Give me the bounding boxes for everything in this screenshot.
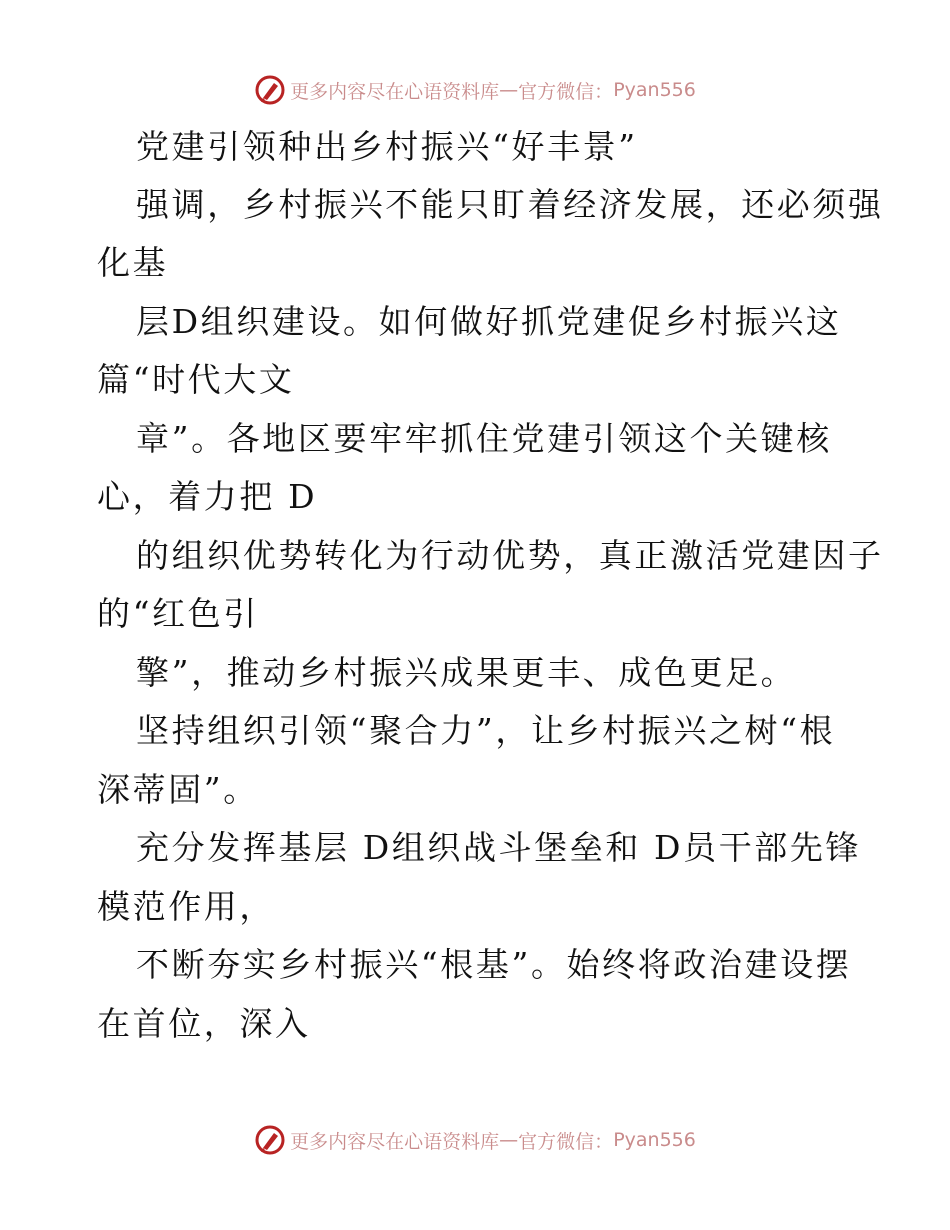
pen-logo-icon <box>254 74 286 106</box>
body-line: 坚持组织引领“聚合力”，让乡村振兴之树“根 <box>136 711 836 750</box>
body-line: 强调，乡村振兴不能只盯着经济发展，还必须强 <box>136 185 884 224</box>
footer-banner-dash: — <box>499 1129 519 1151</box>
body-line: 层D组织建设。如何做好抓党建促乡村振兴这 <box>136 302 842 341</box>
body-line: 不断夯实乡村振兴“根基”。始终将政治建设摆 <box>136 945 852 984</box>
body-line: 模范作用， <box>97 887 275 926</box>
header-banner-text: 更多内容尽在心语资料库 <box>290 80 500 103</box>
body-line: 的组织优势转化为行动优势，真正激活党建因子 <box>136 536 884 575</box>
body-line: 擎”，推动乡村振兴成果更丰、成色更足。 <box>136 653 797 692</box>
pen-logo-icon <box>254 1124 286 1156</box>
body-line: 篇“时代大文 <box>97 360 295 399</box>
body-line: 化基 <box>97 243 169 282</box>
header-banner-dash: — <box>499 79 519 101</box>
footer-banner <box>0 1120 950 1160</box>
body-line: 心，着力把 D <box>97 477 318 516</box>
header-banner <box>0 70 950 110</box>
body-line: 的“红色引 <box>97 594 259 633</box>
body-line: 在首位，深入 <box>97 1004 311 1043</box>
header-wechat-id: Pyan556 <box>613 79 696 101</box>
footer-banner-text: 更多内容尽在心语资料库 <box>290 1130 500 1153</box>
footer-wechat-label: 官方微信： <box>518 1130 614 1153</box>
footer-wechat-id: Pyan556 <box>613 1129 696 1151</box>
body-line: 党建引领种出乡村振兴“好丰景” <box>136 127 638 166</box>
body-line: 章”。各地区要牢牢抓住党建引领这个关键核 <box>136 419 832 458</box>
header-wechat-label: 官方微信： <box>518 80 614 103</box>
body-line: 充分发挥基层 D组织战斗堡垒和 D员干部先锋 <box>136 828 862 867</box>
body-line: 深蒂固”。 <box>97 770 259 809</box>
